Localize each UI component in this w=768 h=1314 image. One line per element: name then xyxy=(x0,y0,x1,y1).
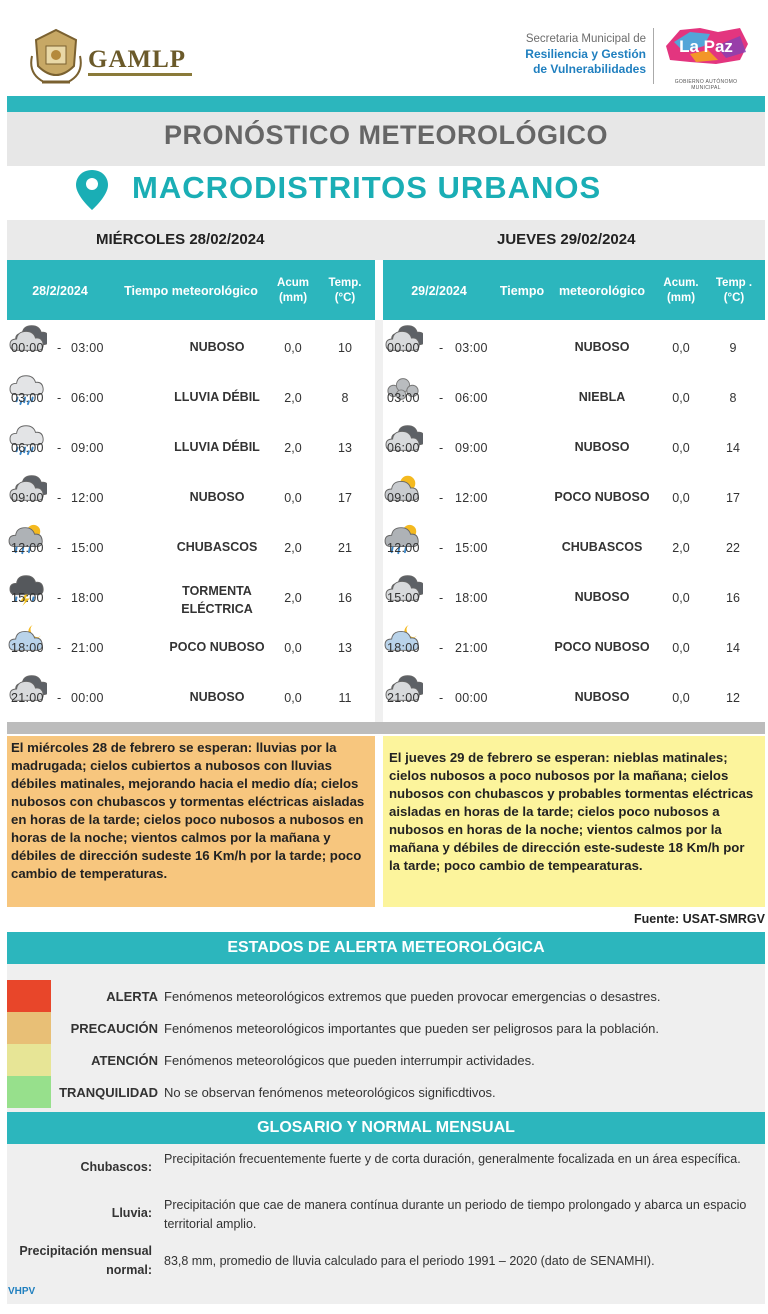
time-dash: - xyxy=(57,641,62,655)
weather-description: NUBOSO xyxy=(574,440,630,454)
time-dash: - xyxy=(57,691,62,705)
alert-swatch xyxy=(7,980,51,1012)
accumulation-value: 2,0 xyxy=(284,441,302,455)
weather-description: NUBOSO xyxy=(189,340,245,354)
weather-description: TORMENTA ELÉCTRICA xyxy=(181,584,253,616)
time-dash: - xyxy=(57,591,62,605)
table-gap xyxy=(375,320,383,722)
table-row xyxy=(383,622,765,672)
temperature-value: 8 xyxy=(729,391,737,405)
time-to: 12:00 xyxy=(71,491,104,505)
temperature-value: 9 xyxy=(729,341,737,355)
time-dash: - xyxy=(57,441,62,455)
time-to: 18:00 xyxy=(455,591,488,605)
temperature-value: 13 xyxy=(338,441,352,455)
time-to: 09:00 xyxy=(71,441,104,455)
table-row xyxy=(7,622,375,672)
table-row xyxy=(383,372,765,422)
temperature-value: 13 xyxy=(338,641,352,655)
alert-swatch xyxy=(7,1044,51,1076)
time-to: 03:00 xyxy=(455,341,488,355)
time-from: 06:00 xyxy=(11,441,44,455)
weather-description: CHUBASCOS xyxy=(176,540,258,554)
glossary-title: GLOSARIO Y NORMAL MENSUAL xyxy=(7,1112,765,1144)
table-row xyxy=(7,422,375,472)
alert-level-description: No se observan fenómenos meteorológicos significdtivos. xyxy=(164,1085,496,1100)
table-row xyxy=(7,372,375,422)
time-to: 21:00 xyxy=(455,641,488,655)
table-header-day2 xyxy=(383,260,765,320)
time-dash: - xyxy=(439,691,444,705)
header-weather: Tiempo meteorológico xyxy=(124,284,258,298)
temperature-value: 17 xyxy=(338,491,352,505)
time-to: 15:00 xyxy=(455,541,488,555)
time-dash: - xyxy=(57,341,62,355)
weather-description: NUBOSO xyxy=(189,490,245,504)
header-acum: Acum (mm) xyxy=(277,277,309,304)
gamlp-logo-text: GAMLP xyxy=(88,46,187,73)
header-weather-2: meteorológico xyxy=(558,284,646,298)
temperature-value: 12 xyxy=(726,691,740,705)
header-accent-bar xyxy=(7,96,765,112)
accumulation-value: 0,0 xyxy=(284,341,302,355)
lapaz-logo-text: La Paz xyxy=(679,37,733,56)
time-dash: - xyxy=(439,491,444,505)
weather-description: NUBOSO xyxy=(574,340,630,354)
weather-description: POCO NUBOSO xyxy=(554,490,650,504)
time-to: 12:00 xyxy=(455,491,488,505)
time-to: 18:00 xyxy=(71,591,104,605)
time-to: 00:00 xyxy=(71,691,104,705)
time-from: 06:00 xyxy=(387,441,420,455)
time-to: 06:00 xyxy=(455,391,488,405)
time-from: 03:00 xyxy=(387,391,420,405)
lapaz-subtitle: GOBIERNO AUTÓNOMO MUNICIPAL xyxy=(674,79,738,91)
time-dash: - xyxy=(57,541,62,555)
glossary-term: Precipitación mensual normal: xyxy=(19,1244,152,1277)
alert-swatch xyxy=(7,1012,51,1044)
weather-description: NUBOSO xyxy=(189,690,245,704)
time-dash: - xyxy=(439,591,444,605)
header-temp: Temp. (°C) xyxy=(328,277,362,304)
weather-description: POCO NUBOSO xyxy=(169,640,265,654)
time-from: 18:00 xyxy=(11,641,44,655)
table-row xyxy=(383,472,765,522)
time-from: 09:00 xyxy=(11,491,44,505)
header-divider xyxy=(653,28,654,84)
glossary-definition: Precipitación que cae de manera contínua durante un periodo de tiempo prolongado y abarca un espacio territorial amplio. xyxy=(164,1198,747,1231)
time-from: 00:00 xyxy=(11,341,44,355)
accumulation-value: 0,0 xyxy=(284,491,302,505)
page-title: PRONÓSTICO METEOROLÓGICO xyxy=(163,120,608,150)
time-to: 03:00 xyxy=(71,341,104,355)
author-credit: VHPV xyxy=(8,1286,36,1297)
alert-swatch xyxy=(7,1076,51,1108)
time-dash: - xyxy=(57,391,62,405)
time-from: 21:00 xyxy=(387,691,420,705)
accumulation-value: 0,0 xyxy=(284,691,302,705)
temperature-value: 17 xyxy=(726,491,740,505)
time-to: 15:00 xyxy=(71,541,104,555)
summary-day1: El miércoles 28 de febrero se esperan: lluvias por la madrugada; cielos cubiertos a nubosos con lluvias débiles matinales, mejorando hacia el medio día; cielos nubosos con chubascos y tormentas eléctricas aisladas en horas de la tarde; cielos poco nubosos a nubosos en horas de la noche; vientos calmos por la mañana y débiles de dirección sudeste 16 Km/h por la tarde; poco cambio de temperaturas. xyxy=(7,736,375,907)
table-header-day1 xyxy=(7,260,375,320)
accumulation-value: 0,0 xyxy=(672,341,690,355)
time-to: 09:00 xyxy=(455,441,488,455)
weather-description: POCO NUBOSO xyxy=(554,640,650,654)
glossary-definition: 83,8 mm, promedio de lluvia calculado para el periodo 1991 – 2020 (dato de SENAMHI). xyxy=(164,1254,655,1268)
table-row xyxy=(383,322,765,372)
alert-level-description: Fenómenos meteorológicos que pueden interrumpir actividades. xyxy=(164,1053,535,1068)
accumulation-value: 2,0 xyxy=(672,541,690,555)
glossary-term: Lluvia: xyxy=(111,1206,152,1220)
time-to: 06:00 xyxy=(71,391,104,405)
table-row xyxy=(383,572,765,622)
time-dash: - xyxy=(439,441,444,455)
weather-description: LLUVIA DÉBIL xyxy=(174,390,260,404)
accumulation-value: 2,0 xyxy=(284,391,302,405)
weather-description: LLUVIA DÉBIL xyxy=(174,440,260,454)
accumulation-value: 0,0 xyxy=(672,441,690,455)
time-dash: - xyxy=(439,541,444,555)
table-row xyxy=(7,522,375,572)
day-label-2: JUEVES 29/02/2024 xyxy=(497,231,636,248)
temperature-value: 14 xyxy=(726,641,740,655)
day-label-1: MIÉRCOLES 28/02/2024 xyxy=(96,231,265,248)
time-dash: - xyxy=(57,491,62,505)
time-from: 15:00 xyxy=(11,591,44,605)
glossary-term: Chubascos: xyxy=(80,1160,152,1174)
header-temp: Temp . (°C) xyxy=(715,277,753,304)
time-from: 00:00 xyxy=(387,341,420,355)
accumulation-value: 0,0 xyxy=(672,391,690,405)
time-from: 18:00 xyxy=(387,641,420,655)
alert-level-name: PRECAUCIÓN xyxy=(70,1021,158,1036)
alert-level-name: TRANQUILIDAD xyxy=(59,1085,158,1100)
header-weather-1: Tiempo xyxy=(499,284,545,298)
weather-description: CHUBASCOS xyxy=(561,540,643,554)
location-pin-icon xyxy=(74,168,110,212)
glossary-definition: Precipitación frecuentemente fuerte y de corta duración, generalmente focalizada en un área específica. xyxy=(164,1152,741,1166)
weather-description: NUBOSO xyxy=(574,590,630,604)
header-date: 28/2/2024 xyxy=(32,284,88,298)
temperature-value: 16 xyxy=(726,591,740,605)
temperature-value: 11 xyxy=(338,691,352,705)
secretaria-label xyxy=(496,32,646,77)
time-from: 12:00 xyxy=(387,541,420,555)
secretaria-line1: Secretaria Municipal de xyxy=(525,33,646,45)
weather-description: NUBOSO xyxy=(574,690,630,704)
table-row xyxy=(7,472,375,522)
alert-level-name: ATENCIÓN xyxy=(91,1053,158,1068)
time-dash: - xyxy=(439,391,444,405)
accumulation-value: 2,0 xyxy=(284,591,302,605)
gamlp-coat-of-arms-icon xyxy=(28,26,84,88)
accumulation-value: 0,0 xyxy=(672,691,690,705)
time-from: 09:00 xyxy=(387,491,420,505)
forecast-table-day1 xyxy=(7,320,375,722)
table-row xyxy=(7,322,375,372)
page-subtitle: MACRODISTRITOS URBANOS xyxy=(132,170,602,205)
table-row xyxy=(7,572,375,622)
time-dash: - xyxy=(439,641,444,655)
summary-day2: El jueves 29 de febrero se esperan: nieblas matinales; cielos nubosos a poco nubosos por la mañana; cielos nubosos con chubascos y probables tormentas eléctricas aisladas en horas de la tarde; cielos poco nubosos a nubosos en horas de la noche; vientos calmos por la mañana y débiles de dirección este-sudeste 18 Km/h por la tarde; poco cambio de tempearaturas. xyxy=(383,736,765,907)
accumulation-value: 0,0 xyxy=(672,491,690,505)
temperature-value: 16 xyxy=(338,591,352,605)
header-acum: Acum. (mm) xyxy=(663,277,699,304)
temperature-value: 8 xyxy=(341,391,349,405)
table-row xyxy=(7,672,375,722)
forecast-table-day2 xyxy=(383,320,765,722)
accumulation-value: 0,0 xyxy=(672,641,690,655)
table-row xyxy=(383,672,765,722)
temperature-value: 21 xyxy=(338,541,352,555)
time-dash: - xyxy=(439,341,444,355)
secretaria-line2: Resiliencia y Gestión xyxy=(525,47,646,61)
source-label: Fuente: USAT-SMRGV xyxy=(633,912,765,926)
table-row xyxy=(383,522,765,572)
time-from: 03:00 xyxy=(11,391,44,405)
accumulation-value: 0,0 xyxy=(284,641,302,655)
gamlp-logo-underline xyxy=(88,73,192,76)
table-bottom-bar xyxy=(7,722,765,734)
alerts-title: ESTADOS DE ALERTA METEOROLÓGICA xyxy=(7,932,765,964)
time-from: 21:00 xyxy=(11,691,44,705)
header-date: 29/2/2024 xyxy=(411,284,467,298)
temperature-value: 10 xyxy=(338,341,352,355)
time-to: 21:00 xyxy=(71,641,104,655)
secretaria-line3: de Vulnerabilidades xyxy=(533,62,646,76)
temperature-value: 22 xyxy=(726,541,740,555)
weather-description: NIEBLA xyxy=(578,390,626,404)
time-to: 00:00 xyxy=(455,691,488,705)
accumulation-value: 2,0 xyxy=(284,541,302,555)
alert-level-name: ALERTA xyxy=(106,989,158,1004)
lapaz-logo-icon xyxy=(660,24,752,68)
table-row xyxy=(383,422,765,472)
temperature-value: 14 xyxy=(726,441,740,455)
time-from: 15:00 xyxy=(387,591,420,605)
alert-level-description: Fenómenos meteorológicos importantes que pueden ser peligrosos para la población. xyxy=(164,1021,660,1036)
alert-level-description: Fenómenos meteorológicos extremos que pueden provocar emergencias o desastres. xyxy=(164,989,661,1004)
time-from: 12:00 xyxy=(11,541,44,555)
accumulation-value: 0,0 xyxy=(672,591,690,605)
